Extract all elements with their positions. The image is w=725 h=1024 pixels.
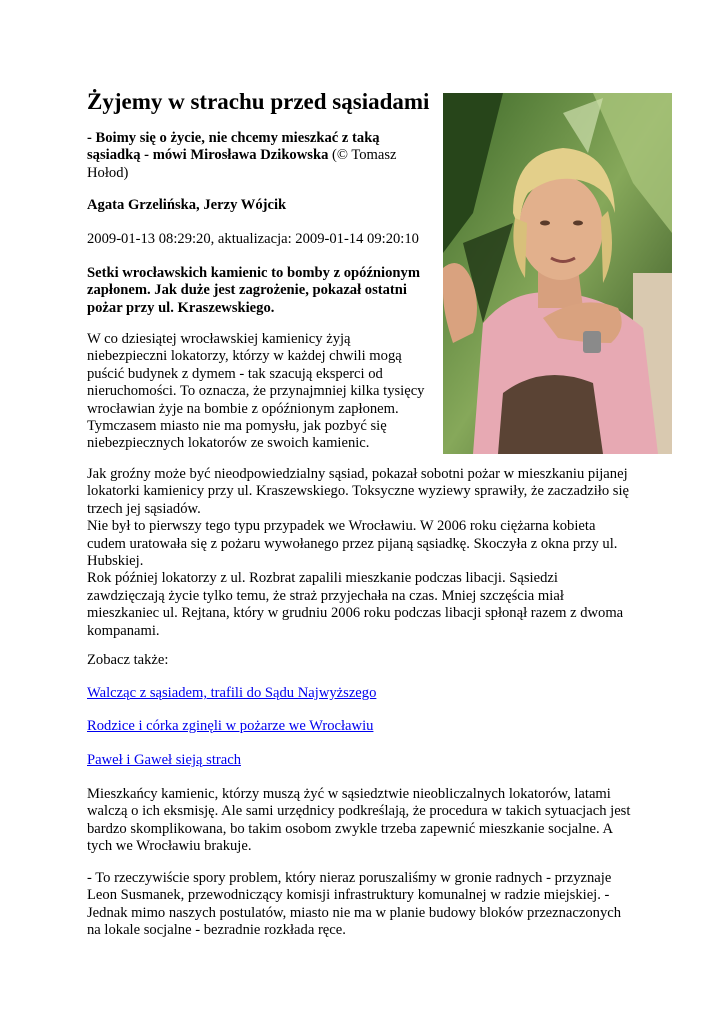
see-also-heading: Zobacz także:	[87, 652, 169, 668]
article-paragraph-3	[87, 870, 647, 940]
photo-caption-credit: (© Tomasz Hołod)	[87, 147, 397, 181]
article-date: 2009-01-13 08:29:20, aktualizacja: 2009-01-14 09:20:10	[87, 231, 419, 247]
paragraph-line: trzech jej sąsiadów.	[87, 500, 201, 517]
paragraph-line: cudem uratowała się z pożaru wywołanego przez pijaną sąsiadkę. Skoczyła z okna przy ul.	[87, 535, 618, 552]
paragraph-line: - To rzeczywiście spory problem, który nieraz poruszaliśmy w gronie radnych - przyznaje	[87, 870, 612, 886]
paragraph-line: kompanami.	[87, 622, 160, 639]
paragraph-line: Jednak mimo naszych postulatów, miasto nie ma w planie budowy bloków przeznaczonych	[87, 904, 622, 921]
paragraph-line: mieszkaniec ul. Rejtana, który w grudniu 2006 roku podczas libacji spłonął razem z dwoma	[87, 605, 624, 622]
photo-caption	[87, 130, 427, 182]
paragraph-line: walczą o ich eksmisję. Ale sami urzędnicy podkreślają, że procedura w takich sytuacjach jest	[87, 803, 631, 820]
paragraph-line: lokatorki kamienicy przy ul. Kraszewskiego. Toksyczne wyziewy sprawiły, że zaczadziło się	[87, 483, 629, 500]
article-authors: Agata Grzelińska, Jerzy Wójcik	[87, 197, 287, 213]
paragraph-line: Mieszkańcy kamienic, którzy muszą żyć w sąsiedztwie nieobliczalnych lokatorów, latami	[87, 786, 611, 802]
article-paragraph-2	[87, 786, 647, 856]
paragraph-line: tych we Wrocławiu brakuje.	[87, 838, 252, 855]
paragraph-line: Rok później lokatorzy z ul. Rozbrat zapalili mieszkanie podczas libacji. Sąsiedzi	[87, 570, 558, 587]
related-link-1[interactable]: Walcząc z sąsiadem, trafili do Sądu Najwyższego	[87, 685, 377, 701]
article-title: Żyjemy w strachu przed sąsiadami	[87, 89, 430, 114]
paragraph-line: bardzo skomplikowana, bo takim osobom zwykle trzeba zapewnić mieszkanie socjalne. A	[87, 820, 614, 837]
paragraph-line: zawdzięczają życie tylko temu, że straż przyjechała na czas. Mniej szczęścia miał	[87, 587, 564, 604]
article-intro: W co dziesiątej wrocławskiej kamienicy żyją niebezpieczni lokatorzy, którzy w każdej chwili mogą puścić budynek z dymem - tak szacują eksperci od nieruchomości. To oznacza, że przynajmniej kilka tysięcy wrocławian żyje na bombie z opóźnionym zapłonem. Tymczasem miasto nie ma pomysłu, jak pozbyć się niebezpiecznych lokatorów ze swoich kamienic.	[87, 331, 425, 452]
related-link-2[interactable]: Rodzice i córka zginęli w pożarze we Wrocławiu	[87, 718, 374, 734]
paragraph-line: Leon Susmanek, przewodniczący komisji infrastruktury komunalnej w radzie miejskiej. -	[87, 887, 610, 904]
paragraph-line: Jak groźny może być nieodpowiedzialny sąsiad, pokazał sobotni pożar w mieszkaniu pijanej	[87, 466, 628, 482]
photo-caption-quote: - Boimy się o życie, nie chcemy mieszkać z taką sąsiadką - mówi Mirosława Dzikowska	[87, 130, 380, 164]
article-lead: Setki wrocławskich kamienic to bomby z opóźnionym zapłonem. Jak duże jest zagrożenie, pokazał ostatni pożar przy ul. Kraszewskiego.	[87, 265, 420, 316]
article-paragraph-1	[87, 466, 647, 640]
paragraph-line: Nie był to pierwszy tego typu przypadek we Wrocławiu. W 2006 roku ciężarna kobieta	[87, 518, 596, 535]
paragraph-line: na lokale socjalne - bezradnie rozkłada ręce.	[87, 922, 346, 939]
woman-portrait-image	[443, 93, 672, 454]
paragraph-line: Hubskiej.	[87, 553, 144, 570]
article-photo	[443, 93, 672, 454]
related-link-3[interactable]: Paweł i Gaweł sieją strach	[87, 752, 241, 768]
